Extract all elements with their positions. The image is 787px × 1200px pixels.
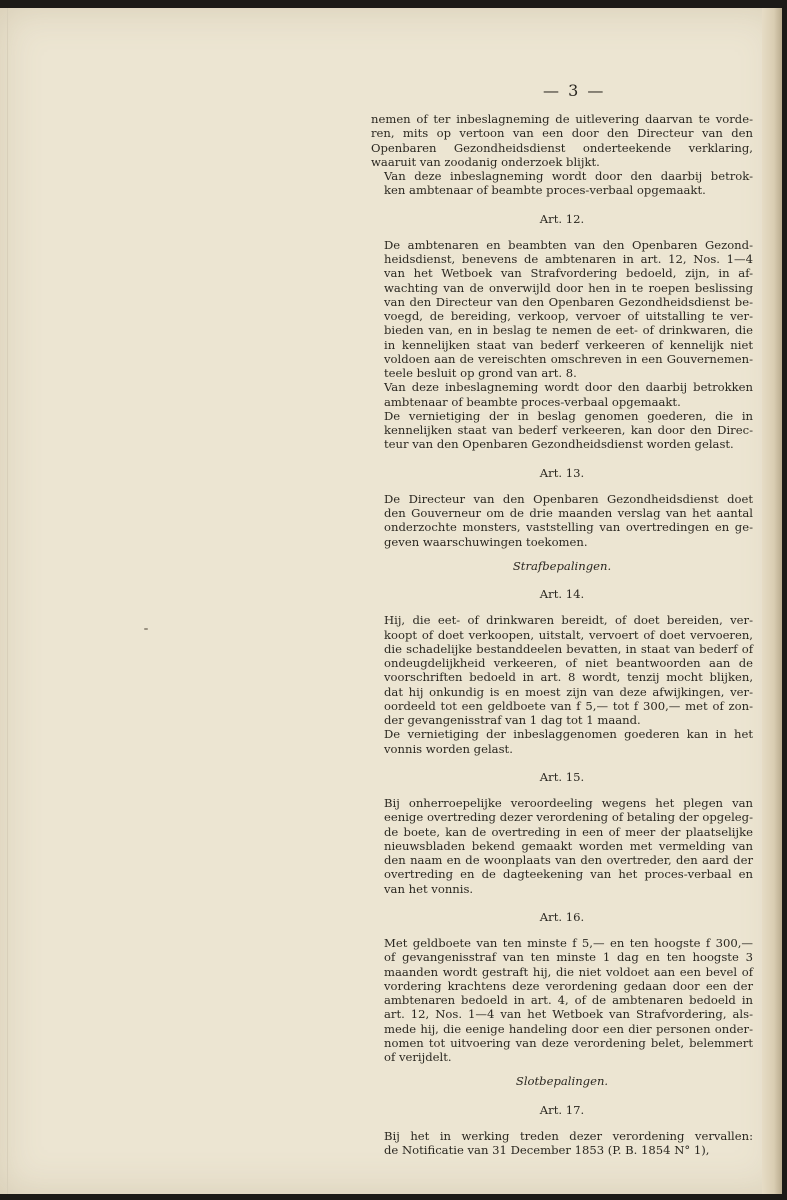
document-page [0,8,782,1194]
text-line: art. 12, Nos. 1—4 van het Wetboek van Strafvordering, als- [384,1007,753,1022]
text-line: De vernietiging der inbeslaggenomen goederen kan in het [384,727,753,742]
text-line: overtreding en de dagteekening van het proces-verbaal en [384,867,753,882]
text-line: der gevangenisstraf van 1 dag tot 1 maand. [384,713,641,727]
page-edge [762,8,782,1194]
text-line: Bij het in werking treden dezer verordening vervallen: [384,1128,753,1143]
text-line: Openbaren Gezondheidsdienst onderteekende verklaring, [371,140,753,155]
page-fold-line [7,8,8,1194]
text-line: maanden wordt gestraft hij, die niet voldoet aan een bevel of [384,964,753,979]
text-line: ambtenaar of beambte proces-verbaal opgemaakt. [384,394,681,409]
paragraph [371,112,753,169]
text-line: de boete, kan de overtreding in een of meer der plaatselijke [384,824,753,839]
text-line: De ambtenaren en beambten van den Openbaren Gezond- [384,237,753,252]
paragraph [371,169,753,198]
text-line: den Gouverneur om de drie maanden verslag van het aantal [384,506,753,520]
text-line: bieden van, en in beslag te nemen de eet- of drinkwaren, die [384,323,753,338]
text-line: den naam en de woonplaats van den overtreder, den aard der [384,853,753,867]
text-line: Van deze inbeslagneming wordt door den daarbij betrokken [384,380,753,395]
text-line: waaruit van zoodanig onderzoek blijkt. [371,154,600,169]
article-heading: Art. 14. [539,587,585,601]
article-heading: Art. 12. [539,211,585,226]
text-line: van het Wetboek van Strafvordering bedoeld, zijn, in af- [384,266,753,281]
text-line: vonnis worden gelast. [384,741,513,756]
text-line: onderzochte monsters, vaststelling van overtredingen en ge- [384,520,753,535]
text-line: Van deze inbeslagneming wordt door den daarbij betrok- [384,169,753,183]
text-line: of verijdelt. [384,1050,452,1064]
text-line: Hij, die eet- of drinkwaren bereidt, of doet bereiden, ver- [384,613,753,628]
text-line: De Directeur van den Openbaren Gezondheidsdienst doet [384,491,753,506]
text-line: voegd, de bereiding, verkoop, vervoer of uitstalling te ver- [384,309,753,323]
text-line: ondeugdelijkheid verkeeren, of niet beantwoorden aan de [384,656,753,670]
text-line: Bij onherroepelijke veroordeeling wegens het plegen van [384,796,753,810]
text-line: heidsdienst, benevens de ambtenaren in art. 12, Nos. 1—4 [384,252,753,266]
text-line: nieuwsbladen bekend gemaakt worden met vermelding van [384,838,753,853]
text-line: teur van den Openbaren Gezondheidsdienst worden gelast. [384,437,734,452]
text-line: oordeeld tot een geldboete van f 5,— tot f 300,— met of zon- [384,698,753,713]
text-line: eenige overtreding dezer verordening of betaling der opgeleg- [384,810,753,825]
text-line: nemen of ter inbeslagneming de uitlevering daarvan te vorde- [371,112,753,126]
text-line: vordering krachtens deze verordening gedaan door een der [384,978,753,993]
text-line: voldoen aan de vereischten omschreven in een Gouvernemen- [384,351,753,366]
paragraph [371,936,753,1064]
article-heading: Art. 17. [539,1102,585,1117]
text-line: ambtenaren bedoeld in art. 4, of de ambtenaren bedoeld in [384,993,753,1007]
paragraph [371,1129,753,1158]
paragraph [371,238,753,381]
section-heading: Slotbepalingen. [515,1074,609,1089]
text-line: in kennelijken staat van bederf verkeeren of kennelijk niet [384,337,753,352]
text-line: de Notificatie van 31 December 1853 (P. B. 1854 N° 1), [384,1143,710,1157]
paper-speck [144,628,148,630]
text-line: Met geldboete van ten minste f 5,— en ten hoogste f 300,— [384,936,753,950]
text-line: die schadelijke bestanddeelen bevatten, in staat van bederf of [384,641,753,656]
text-line: koopt of doet verkoopen, uitstalt, vervoert of doet vervoeren, [384,627,753,642]
text-line: teele besluit op grond van art. 8. [384,366,577,380]
paragraph [371,409,753,452]
text-line: kennelijken staat van bederf verkeeren, kan door den Direc- [384,423,753,437]
section-heading: Strafbepalingen. [512,558,612,573]
page-number: — 3 — [543,81,606,100]
text-line: van het vonnis. [384,881,474,896]
document-body [371,112,753,1157]
text-line: van den Directeur van den Openbaren Gezondheidsdienst be- [384,294,753,309]
text-line: De vernietiging der in beslag genomen goederen, die in [384,408,753,423]
text-line: ren, mits op vertoon van een door den Directeur van den [371,126,753,141]
article-heading: Art. 15. [539,769,585,784]
text-line: dat hij onkundig is en moest zijn van deze afwijkingen, ver- [384,684,753,699]
paragraph [371,613,753,727]
paragraph [371,492,753,549]
paragraph [371,380,753,409]
article-heading: Art. 13. [539,465,585,480]
text-line: mede hij, die eenige handeling door een dier personen onder- [384,1021,753,1036]
paragraph [371,727,753,756]
text-line: ken ambtenaar of beambte proces-verbaal opgemaakt. [384,183,706,198]
paragraph [371,796,753,896]
text-line: of gevangenisstraf van ten minste 1 dag en ten hoogste 3 [384,950,753,965]
text-line: geven waarschuwingen toekomen. [384,534,588,549]
article-heading: Art. 16. [539,909,585,924]
text-line: nomen tot uitvoering van deze verordening belet, belemmert [384,1035,753,1050]
text-line: voorschriften bedoeld in art. 8 wordt, tenzij mocht blijken, [384,670,753,685]
text-line: wachting van de onverwijld door hen in te roepen beslissing [384,280,753,295]
